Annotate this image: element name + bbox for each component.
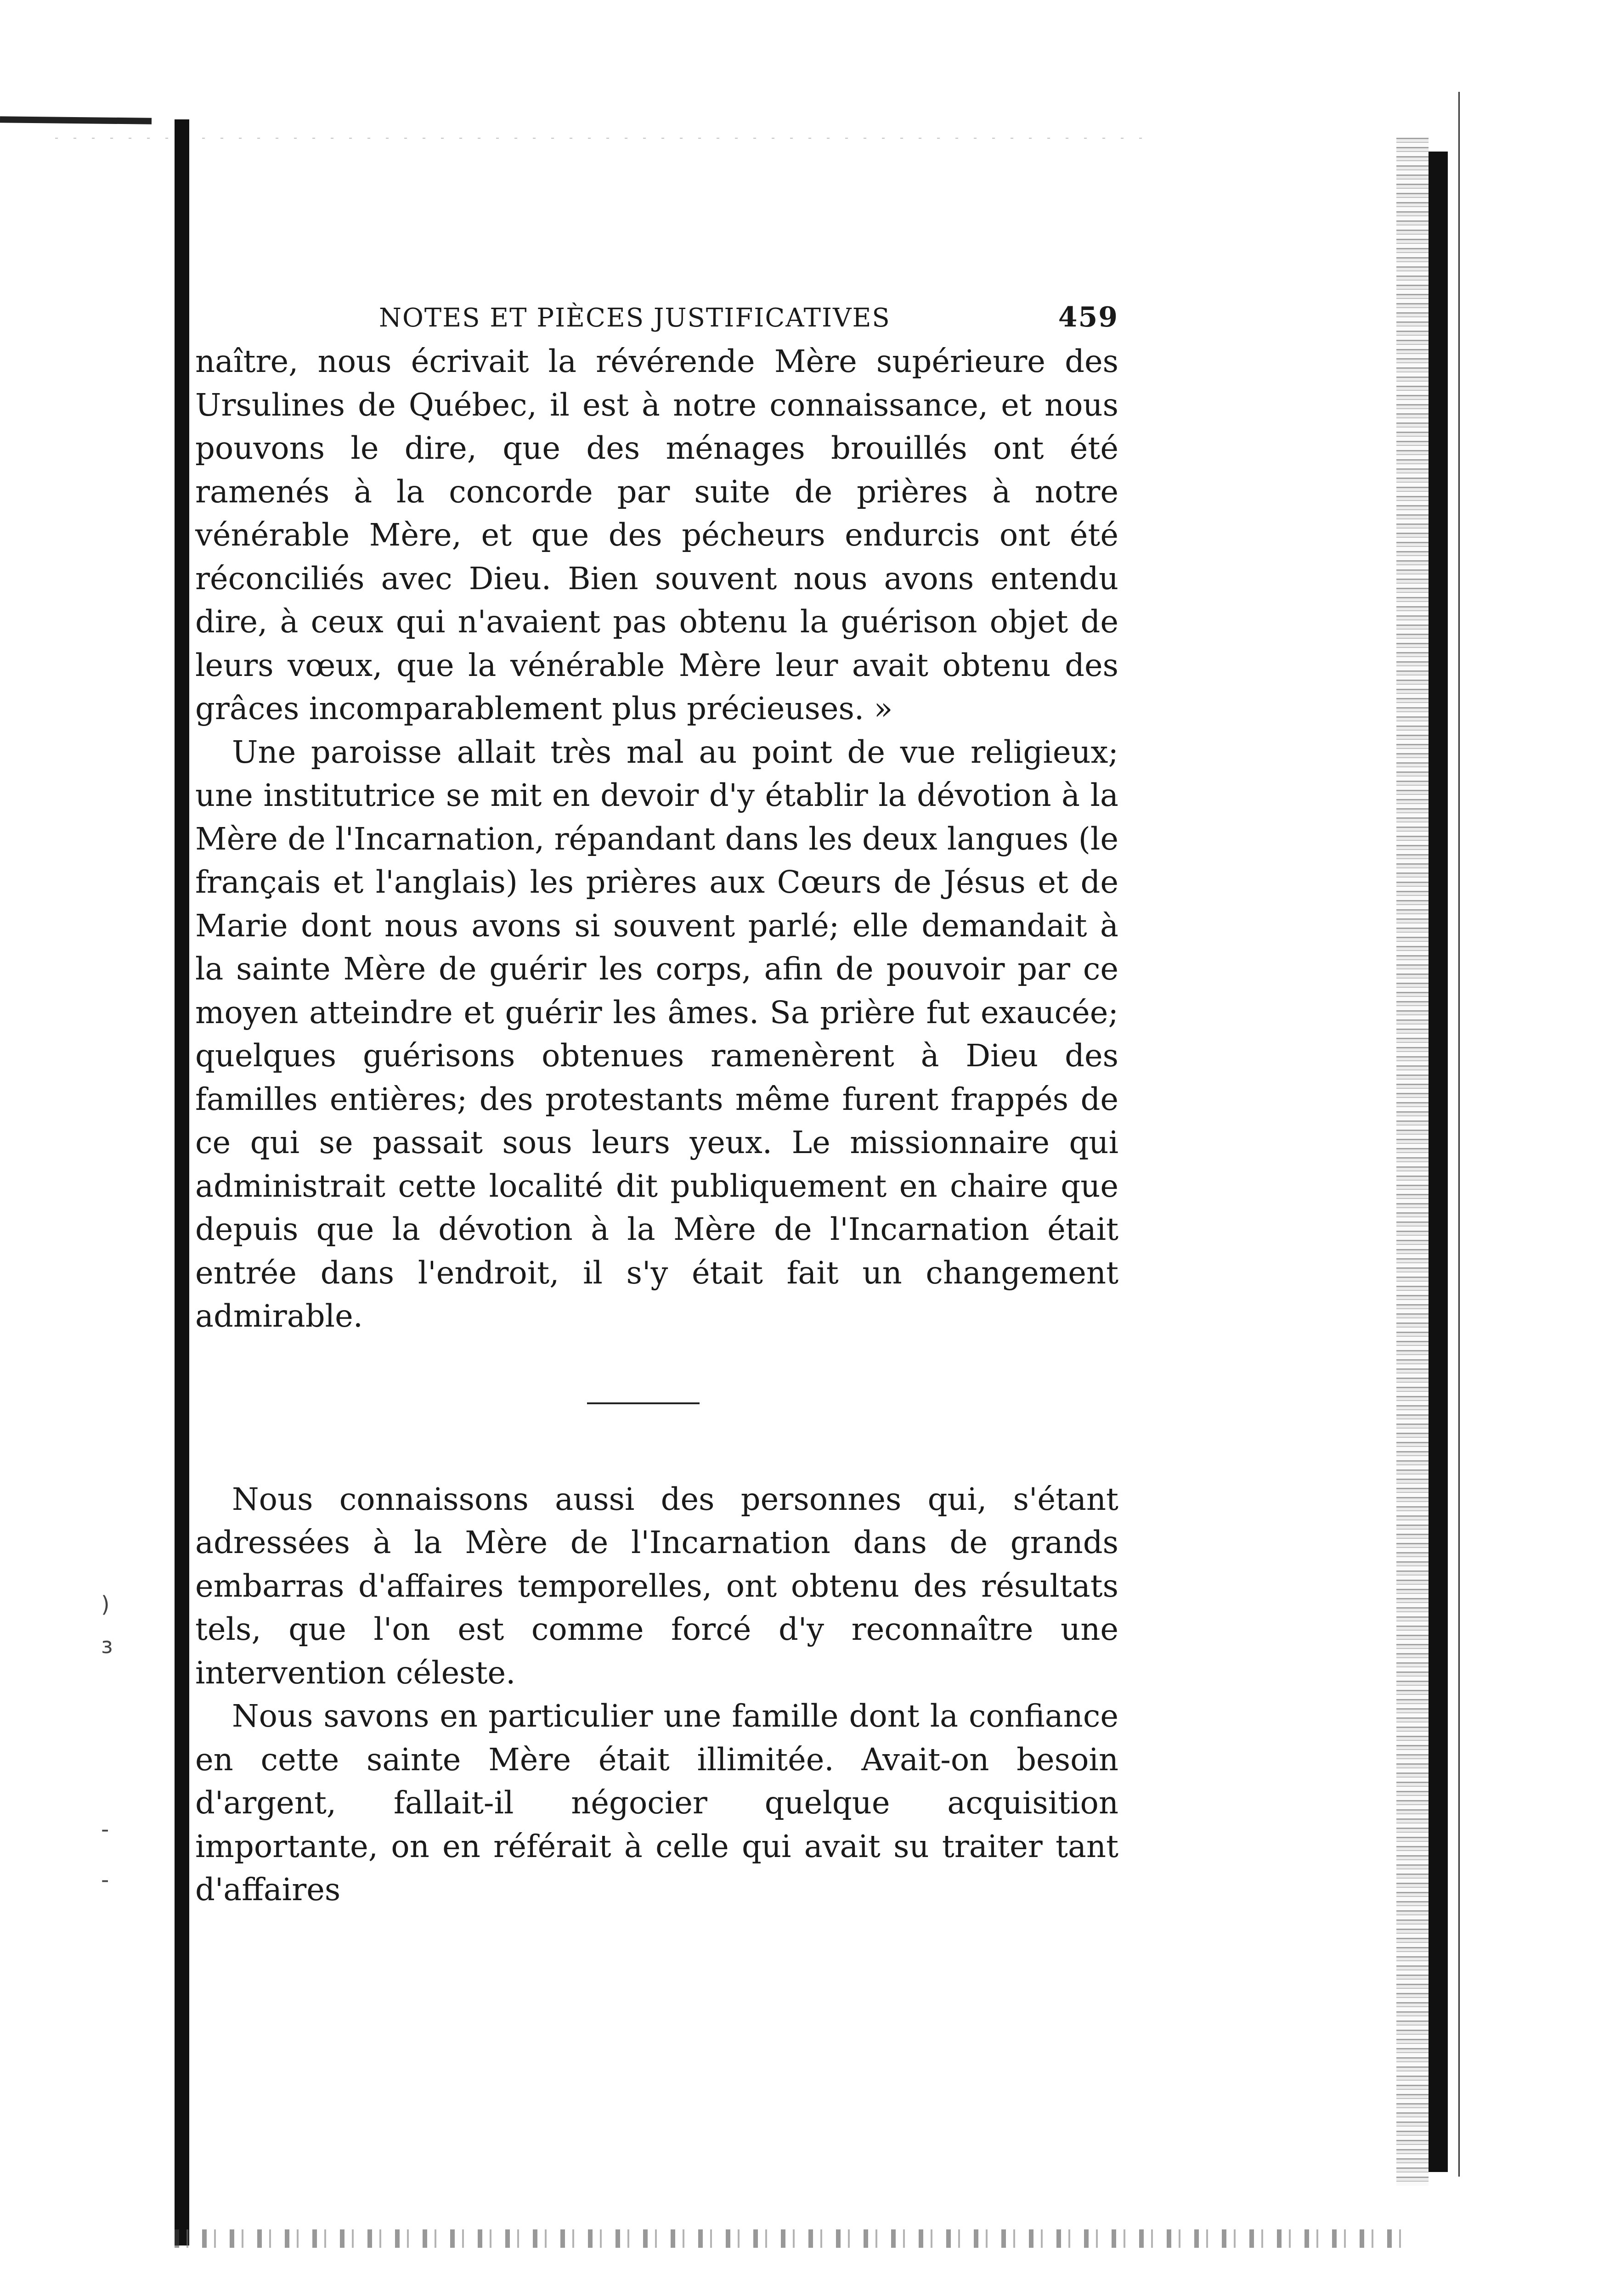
page-edge-right (1396, 138, 1429, 2186)
running-title: NOTES ET PIÈCES JUSTIFICATIVES (379, 303, 891, 333)
scan-line-right (1458, 92, 1460, 2177)
running-head (195, 294, 1118, 335)
paragraph: Une paroisse allait très mal au point de vue religieux; une institutrice se mit en devoir d'y établir la dévotion à la Mère de l'Incarnation, répandant dans les deux langues (le français et l'anglais) les prières aux Cœurs de Jésus et de Marie dont nous avons si souvent parlé; elle demandait à la sainte Mère de guérir les corps, afin de pouvoir par ce moyen atteindre et guérir les âmes. Sa prière fut exaucée; quelques guérisons obtenues ramenèrent à Dieu des familles entières; des protestants même furent frappés de ce qui se passait sous leurs yeux. Le missionnaire qui administrait cette localité dit publiquement en chaire que depuis que la dévotion à la Mère de l'Incarnation était entrée dans l'endroit, il s'y était fait un changement admirable. (195, 734, 1118, 1334)
margin-mark: - (101, 1817, 109, 1842)
paragraph: Nous connaissons aussi des personnes qui, s'étant adressées à la Mère de l'Incarnation dans de grands embarras d'affaires temporelles, ont obtenu des résultats tels, que l'on est comme forcé d'y reconnaître une intervention céleste. (195, 1481, 1118, 1691)
scan-noise-bottom (175, 2229, 1415, 2248)
scan-edge-top (0, 116, 152, 124)
paragraph: naître, nous écrivait la révérende Mère supérieure des Ursulines de Québec, il est à notre connaissance, et nous pouvons le dire, que des ménages brouillés ont été ramenés à la concorde par suite de prières à notre vénérable Mère, et que des pécheurs endurcis ont été réconciliés avec Dieu. Bien souvent nous avons entendu dire, à ceux qui n'avaient pas obtenu la guérison objet de leurs vœux, que la vénérable Mère leur avait obtenu des grâces incomparablement plus précieuses. » (195, 343, 1118, 726)
section-separator (587, 1402, 700, 1404)
margin-mark: ) (101, 1592, 110, 1617)
page-number: 459 (1058, 301, 1118, 333)
binding-shadow-left (175, 119, 189, 2245)
section-two (195, 1478, 1118, 1912)
margin-mark: - (101, 1867, 109, 1893)
paragraph: Nous savons en particulier une famille dont la confiance en cette sainte Mère était illimitée. Avait-on besoin d'argent, fallait-il négocier quelque acquisition importante, on en référait à celle qui avait su traiter tant d'affaires (195, 1698, 1118, 1908)
scan-noise-top (55, 138, 1158, 139)
margin-mark: ɜ (101, 1633, 113, 1659)
scan-edge-right (1429, 152, 1448, 2172)
section-one (195, 340, 1118, 1338)
page-text (195, 294, 1118, 1912)
